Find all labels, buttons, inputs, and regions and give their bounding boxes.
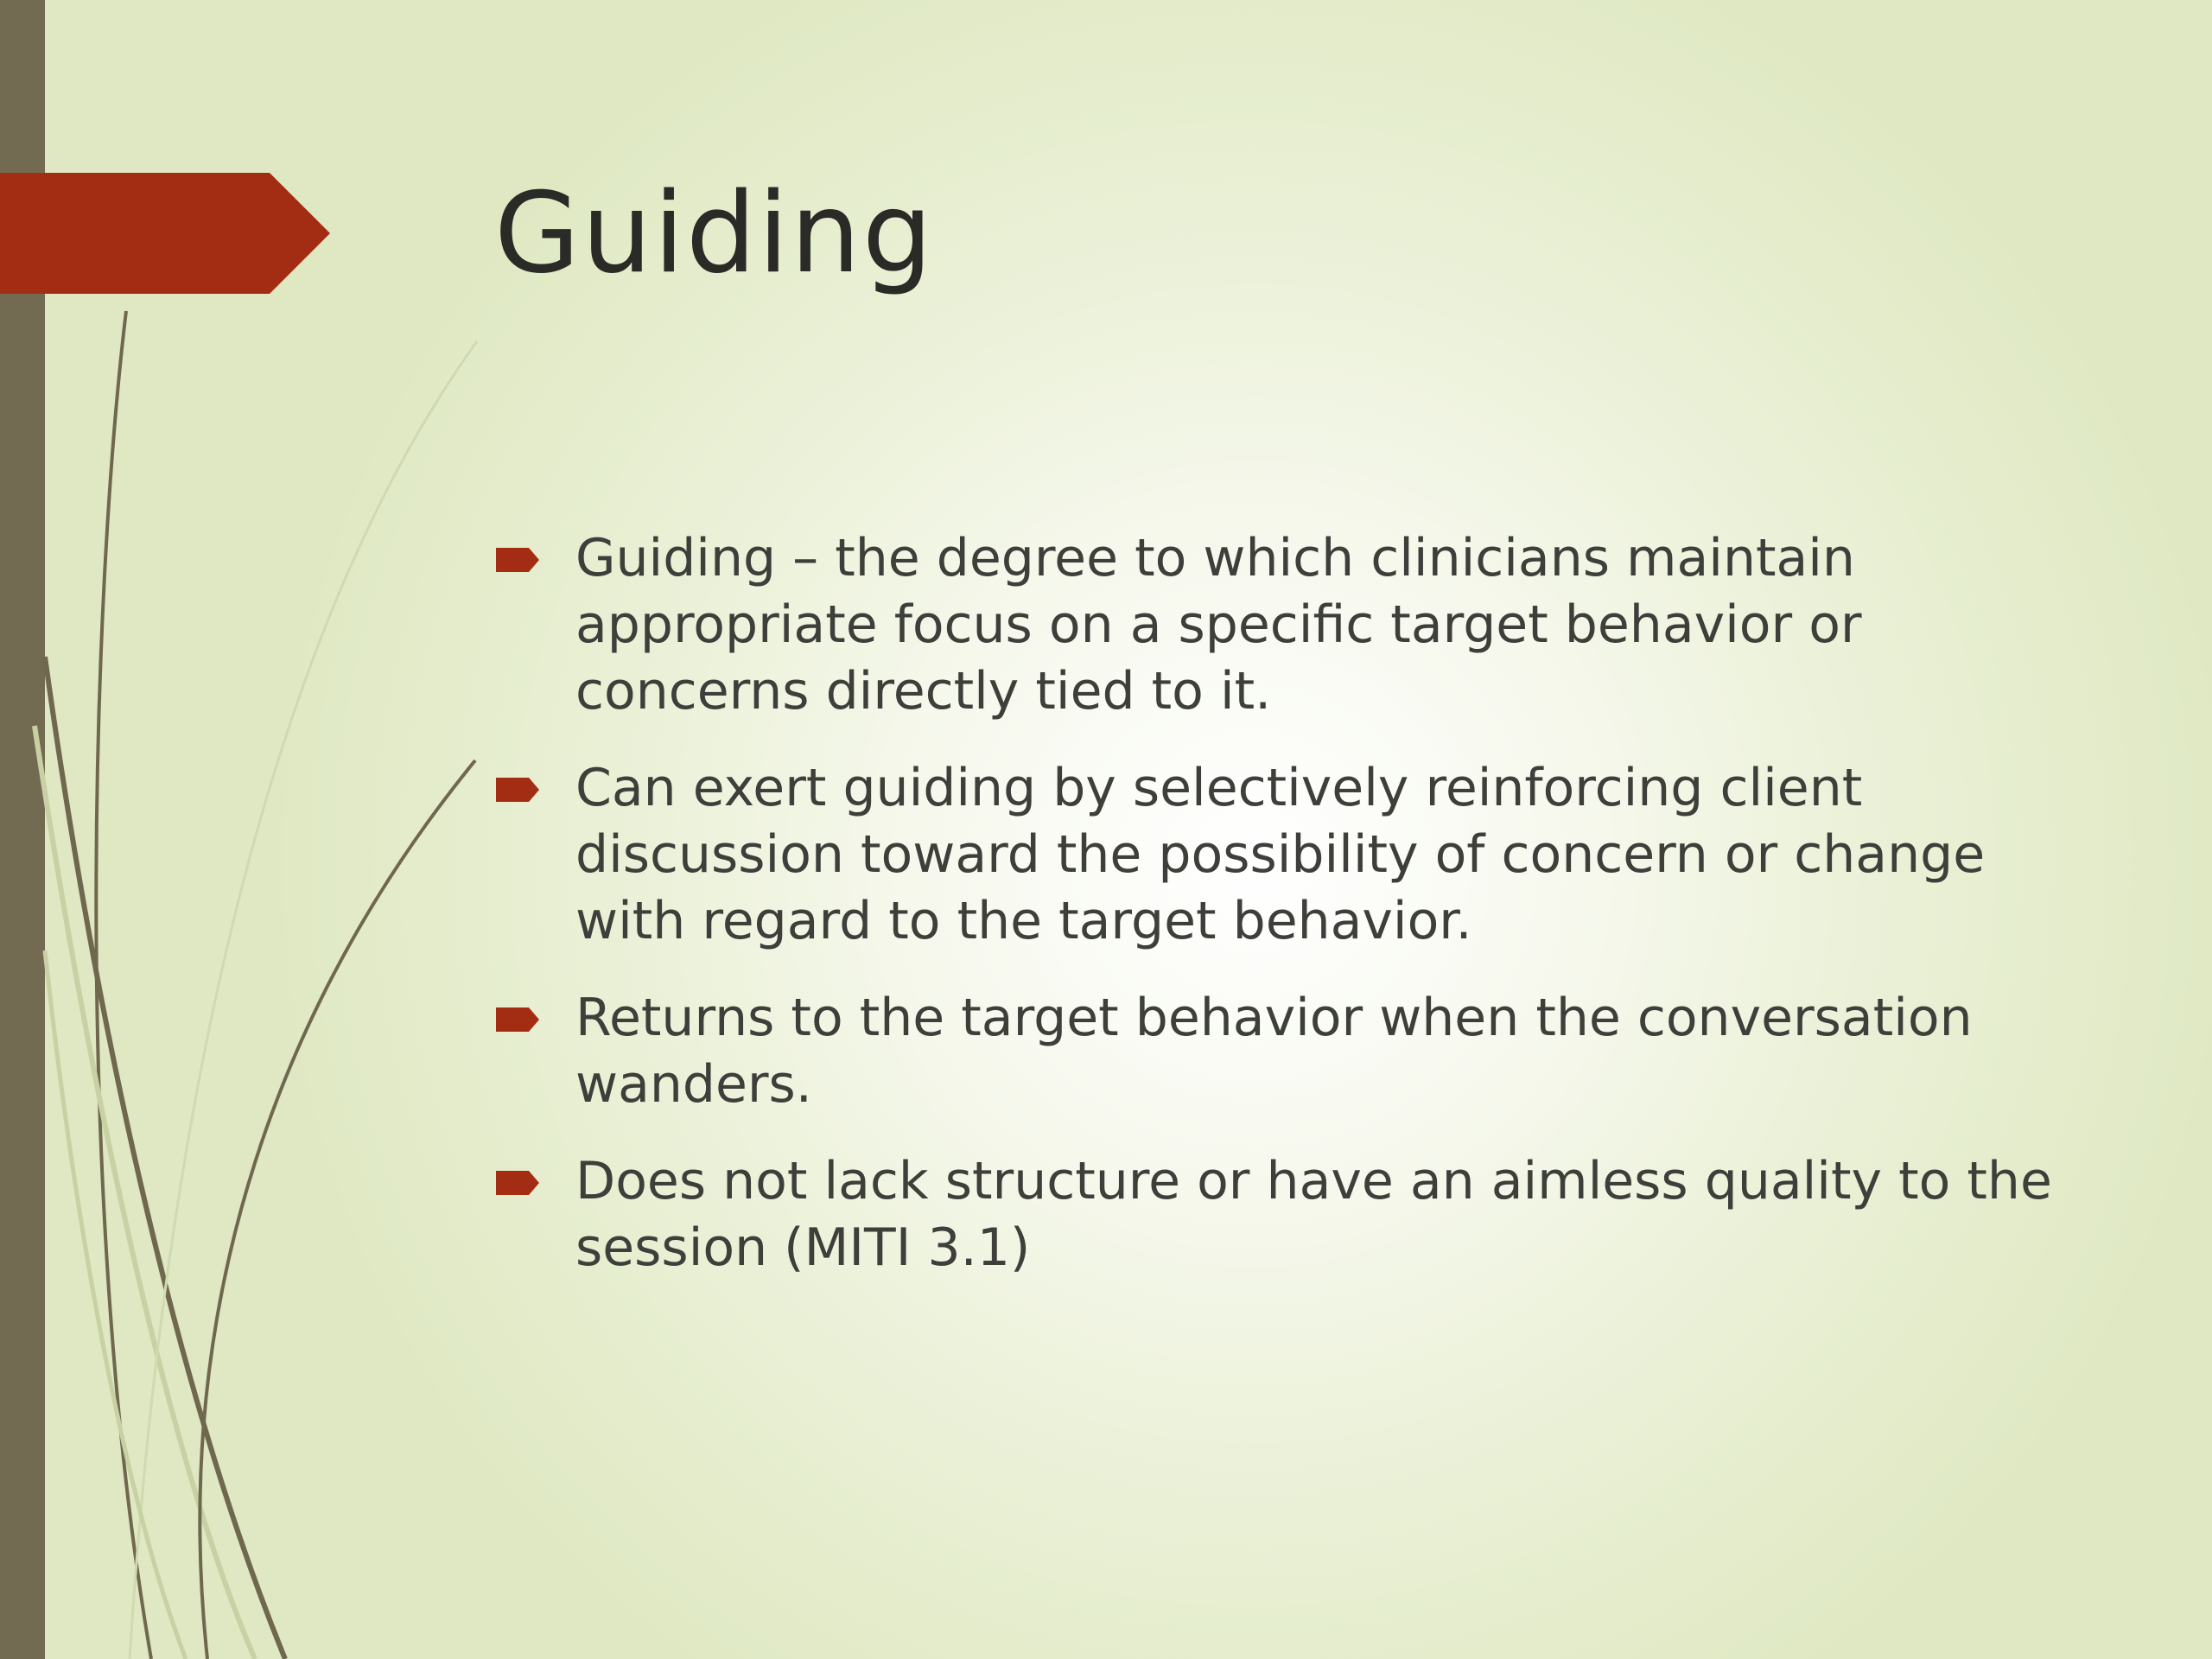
list-item [493,1148,2091,1281]
slide-title: Guiding [494,169,935,298]
bullet-text: Does not lack structure or have an aimless quality to the session (MITI 3.1) [575,1151,2052,1278]
arrow-tag-icon [496,778,539,802]
arrow-tag-icon [496,1171,539,1195]
arrow-tag-icon [496,548,539,572]
list-item [493,985,2091,1118]
list-item [493,755,2091,955]
bullet-text: Can exert guiding by selectively reinforcing client discussion toward the possibility of concern or change with regard to the target behavior. [575,758,1986,951]
bullet-text: Guiding – the degree to which clinicians maintain appropriate focus on a specific target behavior or concerns directly tied to it. [575,528,1862,721]
arrow-tag-icon [496,1007,539,1032]
title-flag-shape [0,0,337,302]
bullet-text: Returns to the target behavior when the conversation wanders. [575,988,1973,1115]
list-item [493,525,2091,725]
bullet-list [493,525,2091,1312]
